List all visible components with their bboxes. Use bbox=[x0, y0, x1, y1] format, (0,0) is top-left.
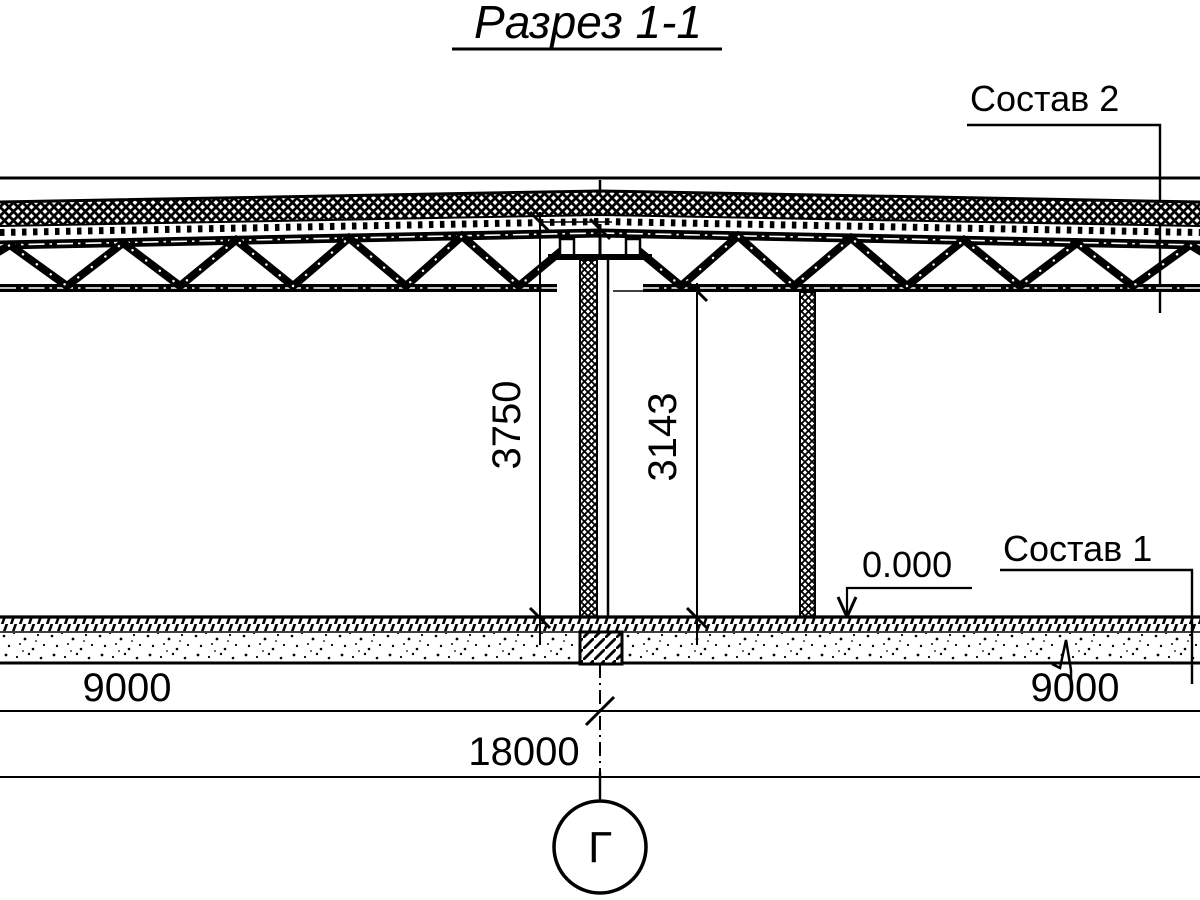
sostav-1-text: Состав 1 bbox=[1003, 528, 1153, 569]
center-column-hatched-strip bbox=[580, 260, 597, 618]
roof-insulation-layer bbox=[0, 191, 1200, 226]
dim-9000-right-text: 9000 bbox=[1030, 666, 1120, 710]
right-column-hatched-strip bbox=[800, 292, 815, 618]
drawing-title bbox=[452, 0, 722, 49]
grid-axis bbox=[554, 664, 646, 893]
level-mark-0000 bbox=[838, 544, 972, 617]
level-mark-flag bbox=[847, 588, 972, 616]
center-column bbox=[580, 260, 608, 618]
bearing-plate-left bbox=[560, 239, 574, 256]
right-column bbox=[800, 292, 815, 618]
dim-9000-left-text: 9000 bbox=[82, 666, 172, 710]
grid-axis-letter: Г bbox=[588, 823, 612, 872]
dim-18000-text: 18000 bbox=[468, 730, 580, 774]
dim-3750-text: 3750 bbox=[485, 380, 529, 470]
label-sostav-2 bbox=[967, 78, 1160, 313]
floor-screed-hatch bbox=[0, 618, 1200, 631]
roof-insulation-fill bbox=[0, 191, 1200, 226]
column-head-plate bbox=[548, 254, 652, 260]
foundation-block bbox=[580, 632, 622, 664]
title-text: Разрез 1-1 bbox=[474, 0, 702, 48]
dim-3143-text: 3143 bbox=[641, 392, 685, 482]
level-mark-text: 0.000 bbox=[862, 544, 953, 585]
dim-3143 bbox=[613, 281, 707, 645]
sostav-2-text: Состав 2 bbox=[970, 78, 1120, 119]
bearing-plate-right bbox=[626, 239, 640, 256]
